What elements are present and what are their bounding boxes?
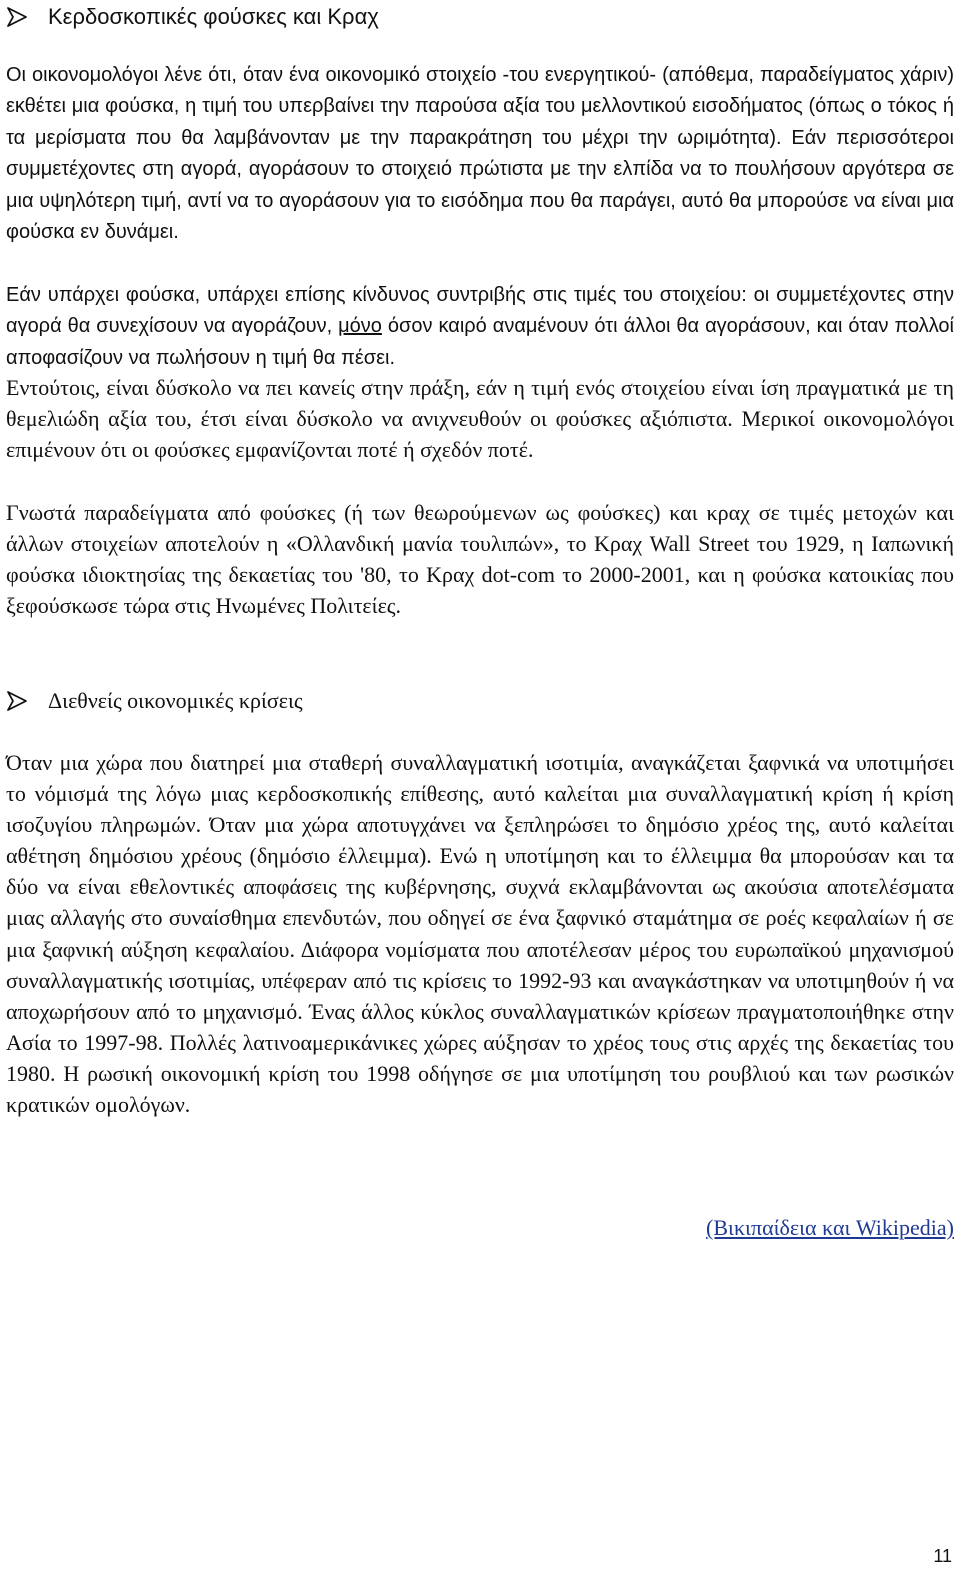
underlined-word: μόνο	[338, 315, 382, 338]
paragraph-currency-crises: Όταν μια χώρα που διατηρεί μια σταθερή συναλλαγματική ισοτιμία, αναγκάζεται ξαφνικά να υποτιμήσει το νόμισμά της λόγω μιας κερδοσκοπικής επίθεσης, αυτό καλείται μια συναλλαγματική κρίση ή κρίση ισοζυγίου πληρωμών. Όταν μια χώρα αποτυγχάνει να ξεπληρώσει το δημόσιο χρέος της, αυτό καλείται αθέτηση δημόσιου χρέους (δημόσιο έλλειμμα). Ενώ η υποτίμηση και το έλλειμμα θα μπορούσαν και τα δύο να είναι εθελοντικές αποφάσεις της κυβέρνησης, συχνά εκλαμβάνονται ως ακούσια αποτελέσματα μιας αλλαγής στο συναίσθημα επενδυτών, που οδηγεί σε ένα ξαφνικό σταμάτημα σε ροές κεφαλαίων ή σε μια ξαφνική αύξηση κεφαλαίου. Διάφορα νομίσματα που αποτέλεσαν μέρος του ευρωπαϊκού μηχανισμού συναλλαγματικής ισοτιμίας, υπέφεραν από τις κρίσεις το 1992-93 και αναγκάστηκαν να υποτιμηθούν ή να αποχωρήσουν από το μηχανισμό. Ένας άλλος κύκλος συναλλαγματικών κρίσεων πραγματοποιήθηκε στην Ασία το 1997-98. Πολλές λατινοαμερικάνικες χώρες αύξησαν το χρέος τους στις αρχές της δεκαετίας του 1980. Η ρωσική οικονομική κρίση του 1998 οδήγησε σε μια υποτίμηση του ρουβλιού και των ρωσικών κρατικών ομολόγων.	[6, 750, 954, 1118]
page-number: 11	[933, 1546, 952, 1566]
section-title: Κερδοσκοπικές φούσκες και Κραχ	[48, 4, 379, 29]
paragraph-bubble-definition: Οι οικονομολόγοι λένε ότι, όταν ένα οικονομικό στοιχείο -του ενεργητικού- (απόθεμα, παραδείγματος χάριν) εκθέτει μια φούσκα, η τιμή του υπερβαίνει την παρούσα αξία του μελλοντικού εισοδήματος (όπως ο τόκος ή τα μερίσματα που θα λαμβάνονταν με την παρακράτηση του μέχρι την ωριμότητα). Εάν περισσότεροι συμμετέχοντες στη αγορά, αγοράσουν το στοιχειό πρώτιστα με την ελπίδα να το πουλήσουν αργότερα σε μια υψηλότερη τιμή, αντί να το αγοράσουν για το εισόδημα που θα παράγει, αυτό θα μπορούσε να είναι μια φούσκα εν δυνάμει.	[6, 64, 954, 244]
paragraph-known-examples: Γνωστά παραδείγματα από φούσκες (ή των θεωρούμενων ως φούσκες) και κραχ σε τιμές μετοχών και άλλων στοιχείων αποτελούν η «Ολλανδική μανία τουλιπών», το Κραχ Wall Street του 1929, η Ιαπωνική φούσκα ιδιοκτησίας της δεκαετίας του '80, το Κραχ dot-com το 2000-2001, και η φούσκα κατοικίας που ξεφούσκωσε τώρα στις Ηνωμένες Πολιτείες.	[6, 500, 954, 619]
arrowhead-bullet-icon	[6, 690, 28, 712]
arrowhead-bullet-icon	[6, 6, 28, 28]
section-title: Διεθνείς οικονομικές κρίσεις	[48, 688, 303, 713]
paragraph-text: όσον καιρό αναμένουν ότι άλλοι θα αγοράσουν, και όταν πολλοί αποφασίζουν να πωλήσουν η τιμή θα πέσει.	[6, 315, 954, 369]
section-heading-speculative-bubbles	[6, 4, 379, 30]
section-heading-international-crises	[6, 688, 303, 714]
paragraph-text: Εάν υπάρχει φούσκα, υπάρχει επίσης κίνδυνος συντριβής στις τιμές του στοιχείου: οι συμμετέχοντες στην αγορά θα συνεχίσουν να αγοράζουν,	[6, 284, 954, 338]
paragraph-crash-risk	[6, 280, 954, 374]
paragraph-detection-difficulty: Εντούτοις, είναι δύσκολο να πει κανείς στην πράξη, εάν η τιμή ενός στοιχείου είναι ίση πραγματικά με τη θεμελιώδη αξία του, έτσι είναι δύσκολο να ανιχνευθούν οι φούσκες αξιόπιστα. Μερικοί οικονομολόγοι επιμένουν ότι οι φούσκες εμφανίζονται ποτέ ή σχεδόν ποτέ.	[6, 375, 954, 463]
source-link[interactable]: (Βικιπαίδεια και Wikipedia)	[706, 1215, 954, 1240]
source-citation	[706, 1215, 954, 1241]
